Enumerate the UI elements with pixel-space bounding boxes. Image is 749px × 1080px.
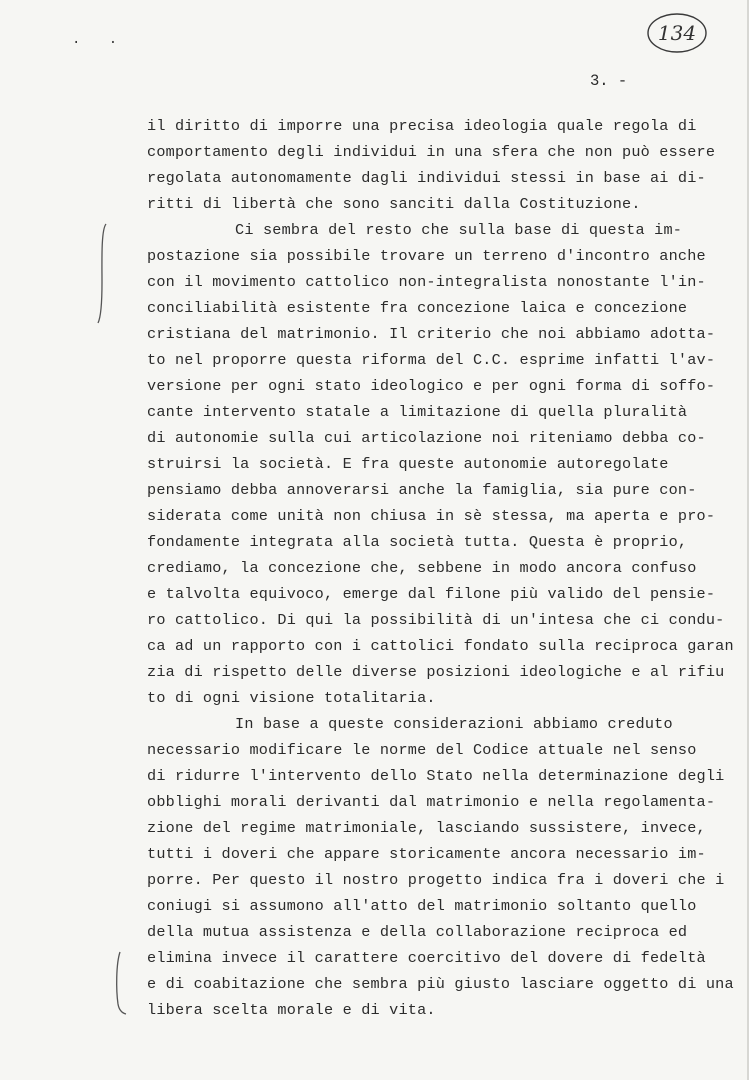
text-line: crediamo, la concezione che, sebbene in modo ancora confuso	[147, 559, 697, 577]
page-stamp	[645, 10, 709, 56]
text-line: pensiamo debba annoverarsi anche la famiglia, sia pure con-	[147, 481, 697, 499]
header-marks: . .	[72, 32, 128, 48]
text-line: comportamento degli individui in una sfera che non può essere	[147, 143, 716, 161]
text-line: conciliabilità esistente fra concezione laica e concezione	[147, 299, 688, 317]
text-line: coniugi si assumono all'atto del matrimonio soltanto quello	[147, 897, 697, 915]
text-line: il diritto di imporre una precisa ideologia quale regola di	[147, 117, 697, 135]
text-line: to nel proporre questa riforma del C.C. esprime infatti l'av-	[147, 351, 716, 369]
page-number: 3. -	[590, 72, 628, 90]
text-line: siderata come unità non chiusa in sè stessa, ma aperta e pro-	[147, 507, 716, 525]
text-line: di autonomie sulla cui articolazione noi riteniamo debba co-	[147, 429, 706, 447]
text-line: fondamente integrata alla società tutta. Questa è proprio,	[147, 533, 688, 551]
text-line: struirsi la società. E fra queste autonomie autoregolate	[147, 455, 669, 473]
text-line: porre. Per questo il nostro progetto indica fra i doveri che i	[147, 871, 725, 889]
text-line: necessario modificare le norme del Codice attuale nel senso	[147, 741, 697, 759]
text-line: cristiana del matrimonio. Il criterio che noi abbiamo adotta-	[147, 325, 716, 343]
text-line: ca ad un rapporto con i cattolici fondato sulla reciproca garan	[147, 637, 734, 655]
text-line: e di coabitazione che sembra più giusto lasciare oggetto di una	[147, 975, 734, 993]
text-line: di ridurre l'intervento dello Stato nella determinazione degli	[147, 767, 725, 785]
text-line: Ci sembra del resto che sulla base di questa im-	[235, 221, 683, 239]
margin-bracket-top	[92, 222, 112, 326]
text-line: della mutua assistenza e della collaborazione reciproca ed	[147, 923, 688, 941]
text-line: tutti i doveri che appare storicamente ancora necessario im-	[147, 845, 706, 863]
margin-bracket-bottom	[110, 950, 130, 1016]
text-line: e talvolta equivoco, emerge dal filone più valido del pensie-	[147, 585, 716, 603]
text-line: In base a queste considerazioni abbiamo creduto	[235, 715, 673, 733]
text-line: to di ogni visione totalitaria.	[147, 689, 436, 707]
text-line: obblighi morali derivanti dal matrimonio e nella regolamenta-	[147, 793, 716, 811]
text-line: cante intervento statale a limitazione di quella pluralità	[147, 403, 688, 421]
text-line: zione del regime matrimoniale, lasciando sussistere, invece,	[147, 819, 706, 837]
text-line: con il movimento cattolico non-integralista nonostante l'in-	[147, 273, 706, 291]
stamp-text: 134	[657, 21, 697, 45]
text-line: versione per ogni stato ideologico e per ogni forma di soffo-	[147, 377, 716, 395]
text-line: libera scelta morale e di vita.	[147, 1001, 436, 1019]
text-line: postazione sia possibile trovare un terreno d'incontro anche	[147, 247, 706, 265]
text-line: regolata autonomamente dagli individui stessi in base ai di-	[147, 169, 706, 187]
text-line: elimina invece il carattere coercitivo del dovere di fedeltà	[147, 949, 706, 967]
text-line: ritti di libertà che sono sanciti dalla Costituzione.	[147, 195, 641, 213]
text-line: zia di rispetto delle diverse posizioni ideologiche e al rifiu	[147, 663, 725, 681]
text-line: ro cattolico. Di qui la possibilità di un'intesa che ci condu-	[147, 611, 725, 629]
